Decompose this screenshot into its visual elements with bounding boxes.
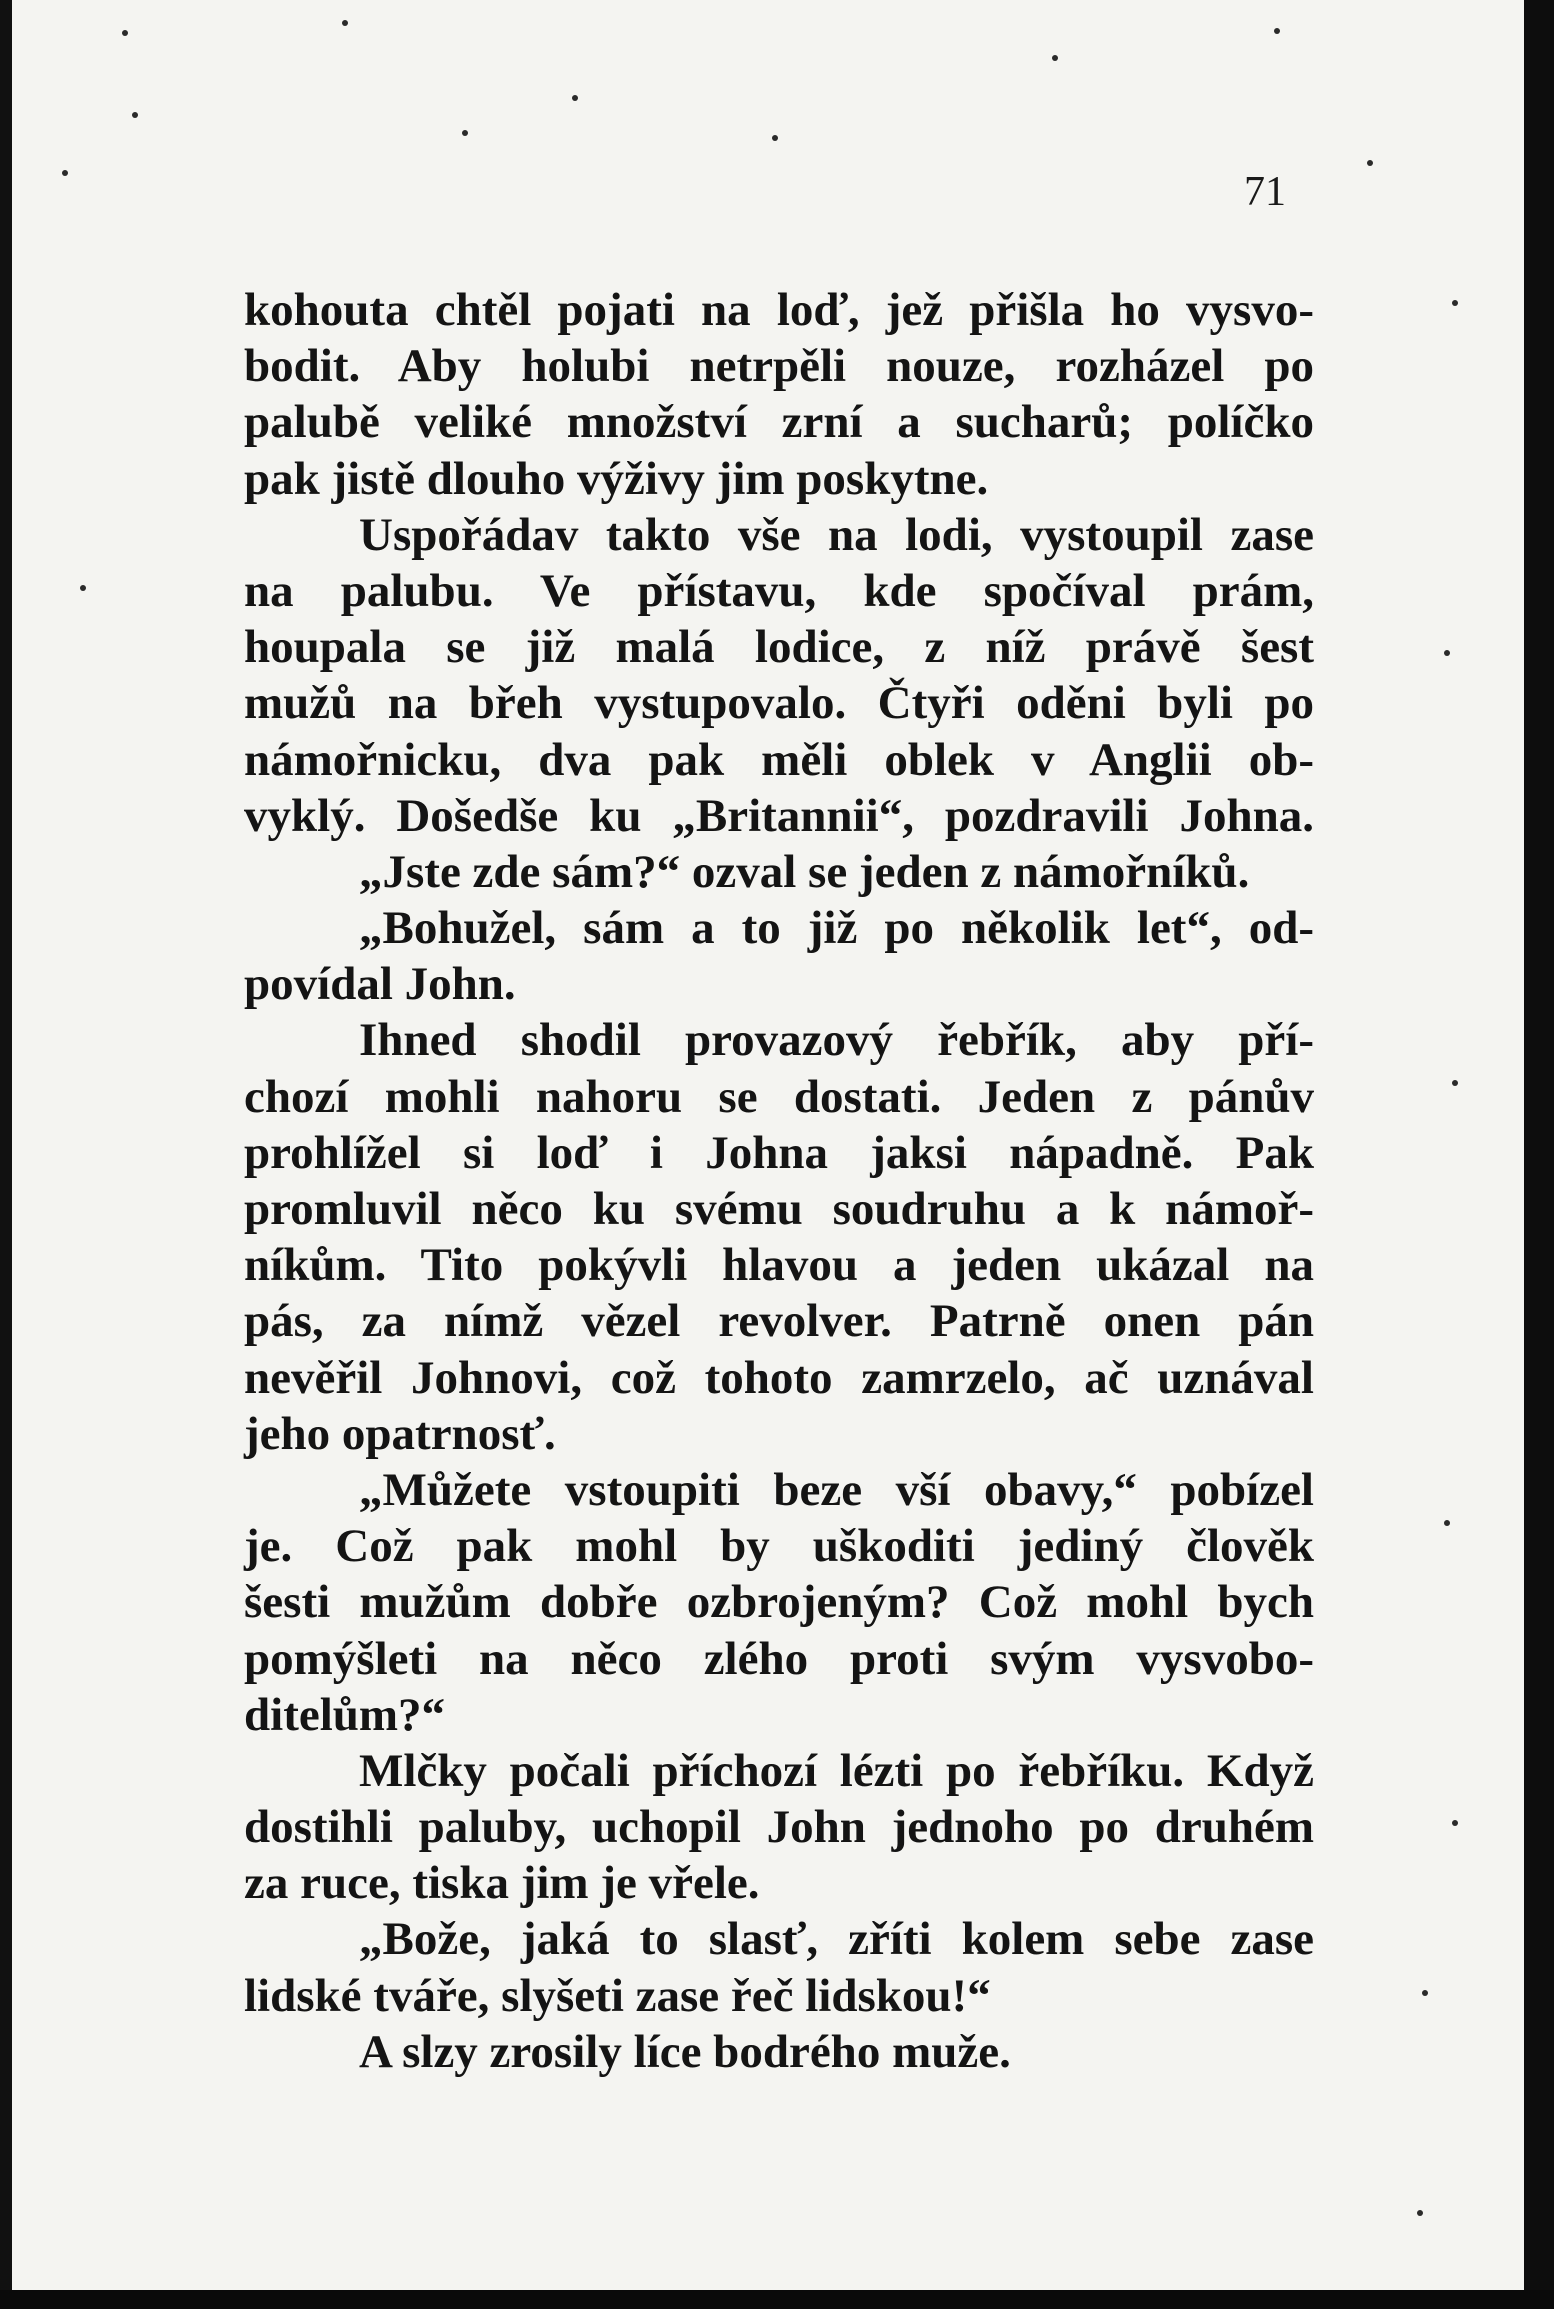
scan-speck (572, 95, 578, 101)
text-line: jeho opatrnosť. (244, 1407, 556, 1460)
text-line: Ihned shodil provazový řebřík, aby pří- (359, 1014, 1314, 1067)
text-line: promluvil něco ku svému soudruhu a k námoř- (244, 1183, 1314, 1235)
text-line: šesti mužům dobře ozbrojeným? Což mohl bych (244, 1576, 1314, 1629)
text-line: kohouta chtěl pojati na loď, jež přišla ho vysvo- (244, 284, 1314, 336)
text-line: na palubu. Ve přístavu, kde spočíval prám, (244, 564, 1314, 617)
text-line: nevěřil Johnovi, což tohoto zamrzelo, ač uznával (244, 1351, 1314, 1404)
scan-speck (462, 130, 468, 136)
scan-speck (772, 135, 778, 141)
text-line: „Bohužel, sám a to již po několik let“, od- (359, 902, 1314, 955)
text-line: níkům. Tito pokývli hlavou a jeden ukázal na (244, 1239, 1314, 1292)
text-line: vyklý. Došedše ku „Britannii“, pozdravili Johna. (244, 789, 1314, 842)
scan-speck (1274, 28, 1280, 34)
text-line: pomýšleti na něco zlého proti svým vysvobo- (244, 1632, 1314, 1685)
scan-speck (1422, 1990, 1428, 1996)
text-line: „Bože, jaká to slasť, zříti kolem sebe zase (359, 1913, 1314, 1966)
page-number: 71 (1244, 169, 1286, 215)
scan-speck (132, 112, 138, 118)
text-line: „Jste zde sám?“ ozval se jeden z námořníků. (359, 845, 1250, 898)
text-line: houpala se již malá lodice, z níž právě šest (244, 621, 1314, 674)
scan-speck (1452, 300, 1458, 306)
text-line: prohlížel si loď i Johna jaksi nápadně. Pak (244, 1126, 1314, 1179)
text-line: povídal John. (244, 958, 516, 1011)
text-line: za ruce, tiska jim je vřele. (244, 1857, 760, 1910)
text-line: A slzy zrosily líce bodrého muže. (359, 2025, 1011, 2078)
text-line: chozí mohli nahoru se dostati. Jeden z pánův (244, 1070, 1314, 1123)
text-line: mužů na břeh vystupovalo. Čtyři oděni byli po (244, 677, 1314, 730)
scan-speck (122, 30, 128, 36)
scan-speck (1452, 1080, 1458, 1086)
text-line: je. Což pak mohl by uškoditi jediný člověk (244, 1520, 1314, 1573)
text-line: bodit. Aby holubi netrpěli nouze, rozházel po (244, 340, 1314, 393)
text-line: pak jistě dlouho výživy jim poskytne. (244, 452, 989, 505)
scan-speck (1452, 1820, 1458, 1826)
text-line: dostihli paluby, uchopil John jednoho po druhém (244, 1801, 1314, 1854)
text-line: Mlčky počali příchozí lézti po řebříku. Když (359, 1744, 1314, 1797)
text-line: Uspořádav takto vše na lodi, vystoupil zase (359, 508, 1314, 561)
text-line: pás, za nímž vězel revolver. Patrně onen pán (244, 1295, 1314, 1348)
scan-speck (342, 20, 348, 26)
scan-speck (80, 585, 86, 591)
scan-speck (1417, 2210, 1423, 2216)
body-text (244, 282, 1314, 2080)
text-line: námořnicku, dva pak měli oblek v Anglii ob- (244, 733, 1314, 786)
text-line: ditelům?“ (244, 1688, 446, 1741)
text-line: palubě veliké množství zrní a sucharů; políčko (244, 396, 1314, 449)
page-edge-shadow (1524, 0, 1554, 2309)
book-page (12, 0, 1524, 2290)
scan-speck (1367, 160, 1373, 166)
page-edge-shadow (0, 2290, 1554, 2309)
scan-speck (1052, 55, 1058, 61)
scan-speck (1444, 1520, 1450, 1526)
text-line: „Můžete vstoupiti beze vší obavy,“ pobízel (359, 1463, 1314, 1516)
scan-speck (62, 170, 68, 176)
text-line: lidské tváře, slyšeti zase řeč lidskou!“ (244, 1969, 991, 2022)
scan-speck (1444, 650, 1450, 656)
